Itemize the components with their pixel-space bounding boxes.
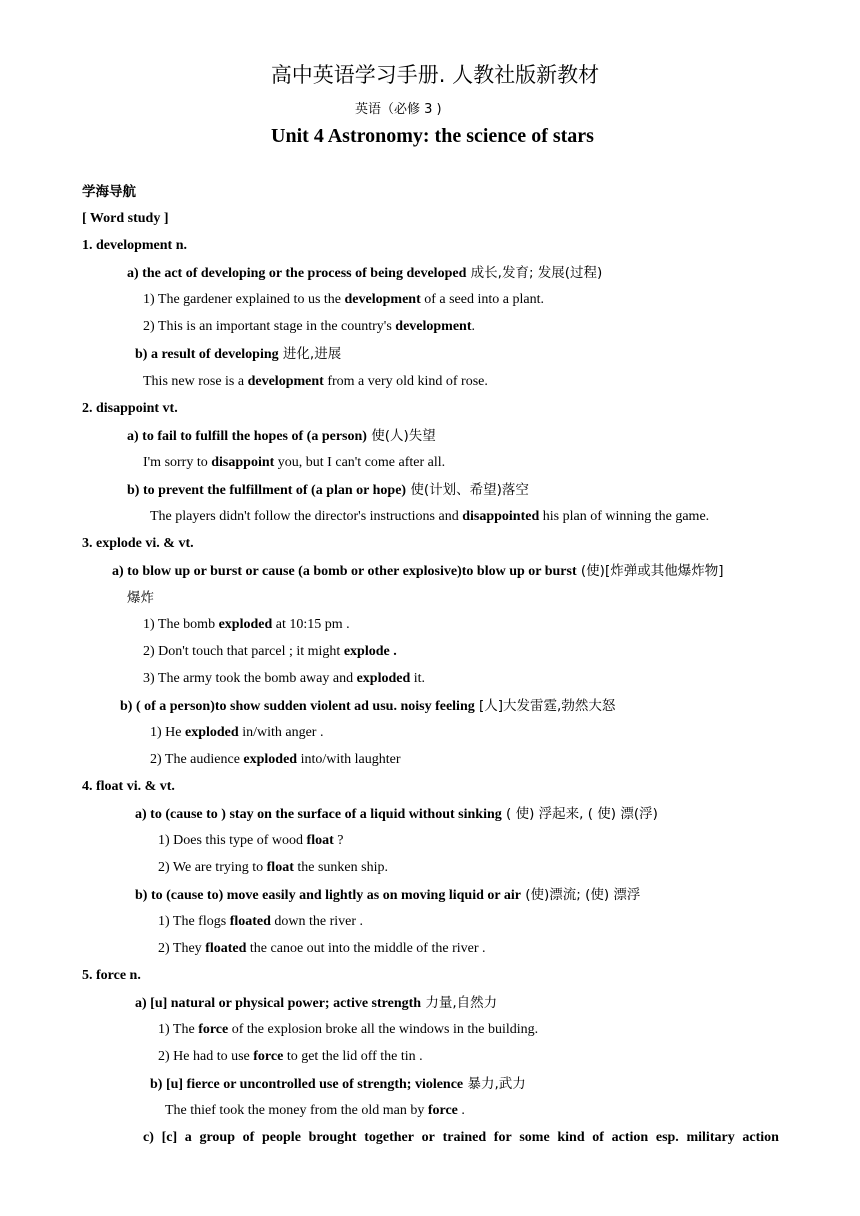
bold-term: b) a result of developing <box>135 347 279 362</box>
text-segment: 1) Does this type of wood <box>158 833 307 848</box>
text-segment: the sunken ship. <box>293 860 388 875</box>
text-segment: a <box>184 1130 192 1145</box>
text-segment: [c] <box>161 1130 178 1145</box>
text-segment: to get the lid off the tin . <box>283 1049 423 1064</box>
text-segment: together <box>364 1130 414 1145</box>
text-segment: action <box>742 1130 779 1145</box>
bold-term: 2. disappoint vt. <box>82 401 178 416</box>
text-segment: 2) We are trying to <box>158 860 267 875</box>
bold-term: force <box>253 1049 284 1064</box>
text-line <box>127 481 529 500</box>
bold-term: 4. float vi. & vt. <box>82 779 175 794</box>
text-line <box>158 859 388 877</box>
text-line <box>143 291 544 309</box>
text-segment: 2) This is an important stage in the country's <box>143 319 396 334</box>
text-segment: of the explosion broke all the windows in the building. <box>228 1022 539 1037</box>
text-line <box>150 751 401 769</box>
text-segment: you, but I can't come after all. <box>274 455 446 470</box>
text-segment: of a seed into a plant. <box>420 292 544 307</box>
text-segment: 2) They <box>158 941 206 956</box>
text-segment: The thief took the money from the old man by <box>165 1103 428 1118</box>
bold-term: force <box>198 1022 229 1037</box>
text-segment: action <box>611 1130 649 1145</box>
text-segment: 1) The flogs <box>158 914 230 929</box>
text-line <box>82 210 168 228</box>
text-line <box>158 940 486 958</box>
text-segment: from a very old kind of rose. <box>323 374 488 389</box>
text-segment: into/with laughter <box>297 752 401 767</box>
text-segment: some <box>519 1130 550 1145</box>
bold-term: a) the act of developing or the process of being developed <box>127 266 467 281</box>
text-line <box>150 724 323 742</box>
text-line <box>112 562 723 581</box>
text-line <box>82 183 136 202</box>
text-segment: at 10:15 pm . <box>272 617 350 632</box>
text-line <box>82 967 141 985</box>
text-line <box>120 697 615 716</box>
bold-term: 3. explode vi. & vt. <box>82 536 194 551</box>
bold-term: [ Word study ] <box>82 211 169 226</box>
text-line <box>135 886 640 905</box>
text-segment: This new rose is a <box>143 374 248 389</box>
bold-term: exploded <box>185 725 239 740</box>
text-segment: kind <box>557 1130 585 1145</box>
text-segment: (使)漂流; (使) 漂浮 <box>520 887 641 903</box>
text-line <box>135 805 658 824</box>
text-line <box>82 535 194 553</box>
bold-term: exploded <box>243 752 298 767</box>
bold-term: explode . <box>343 644 397 659</box>
text-segment: 2) He had to use <box>158 1049 254 1064</box>
page-subtitle: 英语（必修 3 ) <box>355 102 442 117</box>
text-segment: group <box>199 1130 235 1145</box>
text-line <box>143 454 445 472</box>
bold-term: disappointed <box>462 509 540 524</box>
bold-term: development <box>344 292 421 307</box>
unit-title: Unit 4 Astronomy: the science of stars <box>271 125 594 147</box>
text-line <box>165 1102 465 1120</box>
text-line <box>82 778 175 796</box>
bold-term: force <box>427 1103 458 1118</box>
bold-term: float <box>306 833 334 848</box>
bold-term: floated <box>205 941 247 956</box>
bold-term: float <box>266 860 294 875</box>
text-segment: c) <box>143 1130 154 1145</box>
text-line <box>127 427 436 446</box>
text-line <box>127 589 154 608</box>
text-segment: 使(人)失望 <box>366 428 436 444</box>
bold-term: b) to (cause to) move easily and lightly as on moving liquid or air <box>135 888 521 903</box>
text-segment: . <box>457 1103 465 1118</box>
text-line <box>150 1075 526 1094</box>
text-line <box>158 1048 423 1066</box>
text-line <box>82 400 178 418</box>
text-line <box>82 237 187 255</box>
text-segment: 暴力,武力 <box>463 1076 526 1092</box>
bold-term: b) to prevent the fulfillment of (a plan or hope) <box>127 483 407 498</box>
text-segment: military <box>686 1130 735 1145</box>
text-line <box>135 345 341 364</box>
text-line <box>143 670 425 688</box>
text-segment: 进化,进展 <box>278 346 342 362</box>
text-segment: esp. <box>655 1130 679 1145</box>
text-line <box>158 1021 538 1039</box>
text-segment: it. <box>410 671 426 686</box>
bold-term: a) to blow up or burst or cause (a bomb or other explosive)to blow up or burst <box>112 564 577 579</box>
bold-term: a) [u] natural or physical power; active strength <box>135 996 422 1011</box>
text-segment: for <box>493 1130 512 1145</box>
text-segment: trained <box>442 1130 487 1145</box>
page-title: 高中英语学习手册. 人教社版新教材 <box>270 63 600 87</box>
text-line <box>158 832 343 850</box>
bold-term: 5. force n. <box>82 968 141 983</box>
definition-line-force-c <box>143 1129 779 1147</box>
bold-term: 1. development n. <box>82 238 187 253</box>
text-segment: ? <box>333 833 344 848</box>
text-segment: of <box>242 1130 255 1145</box>
text-segment: I'm sorry to <box>143 455 212 470</box>
bold-term: development <box>247 374 324 389</box>
bold-term: disappoint <box>211 455 275 470</box>
text-segment: people <box>262 1130 301 1145</box>
text-segment: (使)[炸弹或其他爆炸物] <box>576 563 724 579</box>
text-line <box>150 508 709 526</box>
text-line <box>143 643 397 661</box>
bold-term: exploded <box>356 671 411 686</box>
bold-term: development <box>395 319 472 334</box>
text-segment: 1) He <box>150 725 185 740</box>
text-segment: 力量,自然力 <box>421 995 498 1011</box>
text-segment: 1) The gardener explained to us the <box>143 292 345 307</box>
text-segment: 爆炸 <box>127 590 154 606</box>
text-segment: down the river . <box>270 914 364 929</box>
text-segment: 3) The army took the bomb away and <box>143 671 357 686</box>
text-segment: ( 使) 浮起来, ( 使) 漂(浮) <box>501 806 658 822</box>
text-line <box>158 913 363 931</box>
bold-term: b) ( of a person)to show sudden violent ad usu. noisy feeling <box>120 699 475 714</box>
bold-term: b) [u] fierce or uncontrolled use of strength; violence <box>150 1077 464 1092</box>
text-segment: 2) Don't touch that parcel ; it might <box>143 644 344 659</box>
text-segment: [人]大发雷霆,勃然大怒 <box>474 698 616 714</box>
text-segment: the canoe out into the middle of the river . <box>246 941 486 956</box>
text-line <box>135 994 497 1013</box>
text-segment: or <box>421 1130 435 1145</box>
text-line <box>143 616 350 634</box>
bold-term: exploded <box>218 617 273 632</box>
text-segment: 2) The audience <box>150 752 244 767</box>
text-segment: 学海导航 <box>82 184 136 200</box>
text-segment: 1) The <box>158 1022 199 1037</box>
text-line <box>143 373 488 391</box>
bold-term: a) to (cause to ) stay on the surface of a liquid without sinking <box>135 807 502 822</box>
text-segment: brought <box>308 1130 357 1145</box>
bold-term: floated <box>229 914 271 929</box>
text-line <box>127 264 602 283</box>
bold-term: a) to fail to fulfill the hopes of (a person) <box>127 429 367 444</box>
text-segment: . <box>471 319 475 334</box>
text-segment: of <box>592 1130 604 1145</box>
text-segment: 使(计划、希望)落空 <box>406 482 529 498</box>
text-segment: 1) The bomb <box>143 617 219 632</box>
text-segment: his plan of winning the game. <box>539 509 710 524</box>
text-line <box>143 318 475 336</box>
text-segment: 成长,发育; 发展(过程) <box>466 265 603 281</box>
text-segment: The players didn't follow the director's instructions and <box>150 509 463 524</box>
text-segment: in/with anger . <box>238 725 324 740</box>
